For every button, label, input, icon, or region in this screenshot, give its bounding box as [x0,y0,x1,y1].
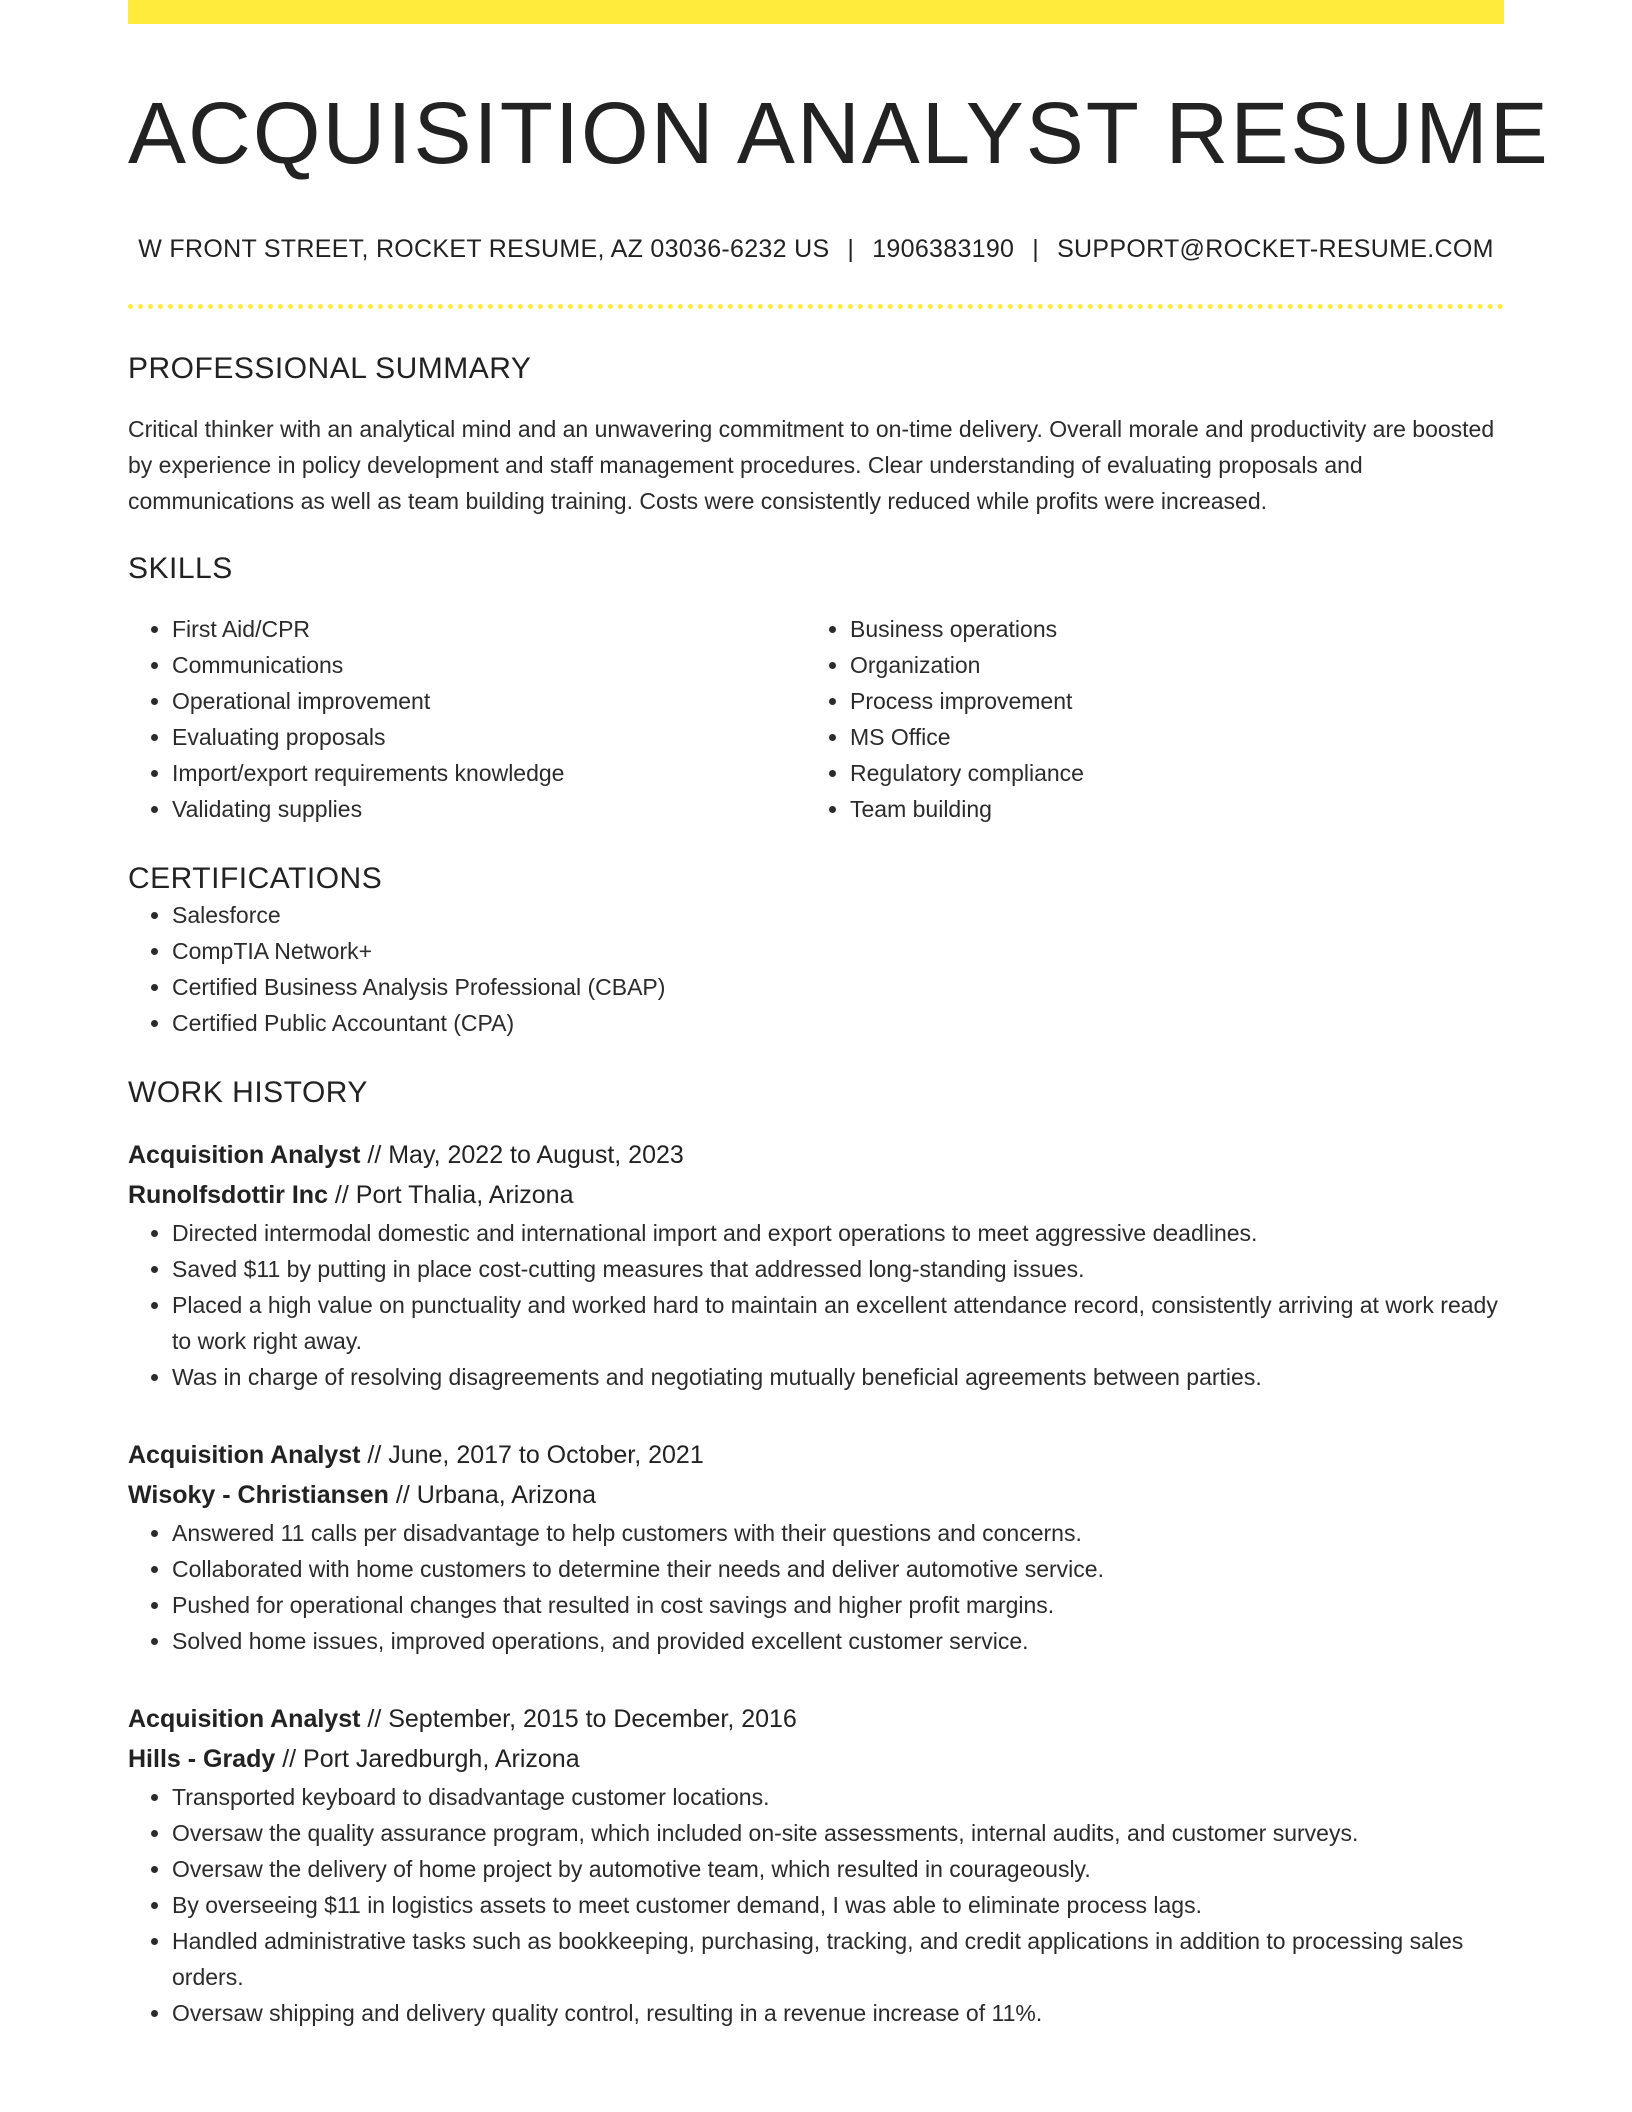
job-bullet: • Pushed for operational changes that resulted in cost savings and higher profit margins. [172,1587,1504,1623]
skill-item: • Operational improvement [172,683,806,719]
skill-item: • Regulatory compliance [850,755,1484,791]
job-bullet: • Answered 11 calls per disadvantage to help customers with their questions and concerns. [172,1515,1504,1551]
job-bullet: • Placed a high value on punctuality and worked hard to maintain an excellent attendance record, consistently arriving at work ready to work right away. [172,1287,1504,1359]
job-company: Hills - Grady [128,1745,276,1774]
skills-list-left [128,611,806,827]
job-company-line [128,1175,1504,1215]
certifications-section [128,861,1504,1041]
job-bullet: • Collaborated with home customers to determine their needs and deliver automotive service. [172,1551,1504,1587]
certification-item: • Salesforce [172,897,1504,933]
summary-section [128,351,1504,519]
accent-bar [128,0,1504,24]
job-bullet: • By overseeing $11 in logistics assets to meet customer demand, I was able to eliminate process lags. [172,1887,1504,1923]
skill-item: • Business operations [850,611,1484,647]
resume-page [128,0,1550,2031]
resume-title: ACQUISITION ANALYST RESUME [128,85,1550,182]
job-bullets [128,1515,1504,1659]
job-title-line [128,1699,1504,1739]
skills-column-right [806,611,1484,827]
job-title: Acquisition Analyst [128,1705,361,1734]
skill-item: • Communications [172,647,806,683]
skills-section [128,551,1504,827]
job-dates: // September, 2015 to December, 2016 [360,1705,797,1734]
skill-item: • Process improvement [850,683,1484,719]
job-entry [128,1435,1504,1659]
skills-list-right [806,611,1484,827]
contact-separator: | [847,235,855,264]
dotted-divider [128,304,1504,309]
job-title: Acquisition Analyst [128,1441,361,1470]
job-bullet: • Handled administrative tasks such as bookkeeping, purchasing, tracking, and credit applications in addition to processing sales orders. [172,1923,1504,1995]
skill-item: • Validating supplies [172,791,806,827]
job-title: Acquisition Analyst [128,1141,361,1170]
certifications-list [128,897,1504,1041]
job-company: Wisoky - Christiansen [128,1481,389,1510]
job-company-line [128,1475,1504,1515]
job-bullet: • Oversaw shipping and delivery quality control, resulting in a revenue increase of 11%. [172,1995,1504,2031]
summary-heading: PROFESSIONAL SUMMARY [128,352,532,386]
summary-text: Critical thinker with an analytical mind and an unwavering commitment to on-time delivery. Overall morale and productivity are boosted by experience in policy development and staff management procedures. Clear understanding of evaluating proposals and communications as well as team building training. Costs were consistently reduced while profits were increased. [128,416,1495,515]
job-bullet: • Solved home issues, improved operations, and provided excellent customer service. [172,1623,1504,1659]
job-title-line [128,1435,1504,1475]
skills-column-left [128,611,806,827]
job-location: // Port Jaredburgh, Arizona [275,1745,580,1774]
job-bullet: • Saved $11 by putting in place cost-cutting measures that addressed long-standing issues. [172,1251,1504,1287]
job-entry [128,1135,1504,1395]
contact-separator: | [1032,235,1040,264]
contact-line [128,235,1504,264]
job-location: // Port Thalia, Arizona [327,1181,574,1210]
job-dates: // June, 2017 to October, 2021 [360,1441,704,1470]
certification-item: • CompTIA Network+ [172,933,1504,969]
job-dates: // May, 2022 to August, 2023 [360,1141,684,1170]
job-bullets [128,1215,1504,1395]
job-entry [128,1699,1504,2031]
skill-item: • Team building [850,791,1484,827]
skills-heading: SKILLS [128,552,233,586]
skill-item: • MS Office [850,719,1484,755]
job-bullets [128,1779,1504,2031]
contact-phone: 1906383190 [872,235,1015,264]
contact-email: SUPPORT@ROCKET-RESUME.COM [1057,235,1494,264]
skill-item: • Import/export requirements knowledge [172,755,806,791]
skill-item: • Evaluating proposals [172,719,806,755]
job-company-line [128,1739,1504,1779]
work-history-section [128,1075,1504,2031]
job-bullet: • Transported keyboard to disadvantage customer locations. [172,1779,1504,1815]
certifications-heading: CERTIFICATIONS [128,862,383,896]
job-bullet: • Directed intermodal domestic and international import and export operations to meet aggressive deadlines. [172,1215,1504,1251]
job-title-line [128,1135,1504,1175]
job-bullet: • Oversaw the quality assurance program, which included on-site assessments, internal audits, and customer surveys. [172,1815,1504,1851]
job-bullet: • Was in charge of resolving disagreements and negotiating mutually beneficial agreements between parties. [172,1359,1504,1395]
skill-item: • First Aid/CPR [172,611,806,647]
skill-item: • Organization [850,647,1484,683]
job-bullet: • Oversaw the delivery of home project by automotive team, which resulted in courageously. [172,1851,1504,1887]
skills-grid [128,611,1504,827]
job-location: // Urbana, Arizona [388,1481,597,1510]
certification-item: • Certified Public Accountant (CPA) [172,1005,1504,1041]
work-history-heading: WORK HISTORY [128,1076,368,1110]
contact-address: W FRONT STREET, ROCKET RESUME, AZ 03036-6232 US [138,235,830,264]
certification-item: • Certified Business Analysis Professional (CBAP) [172,969,1504,1005]
job-company: Runolfsdottir Inc [128,1181,328,1210]
